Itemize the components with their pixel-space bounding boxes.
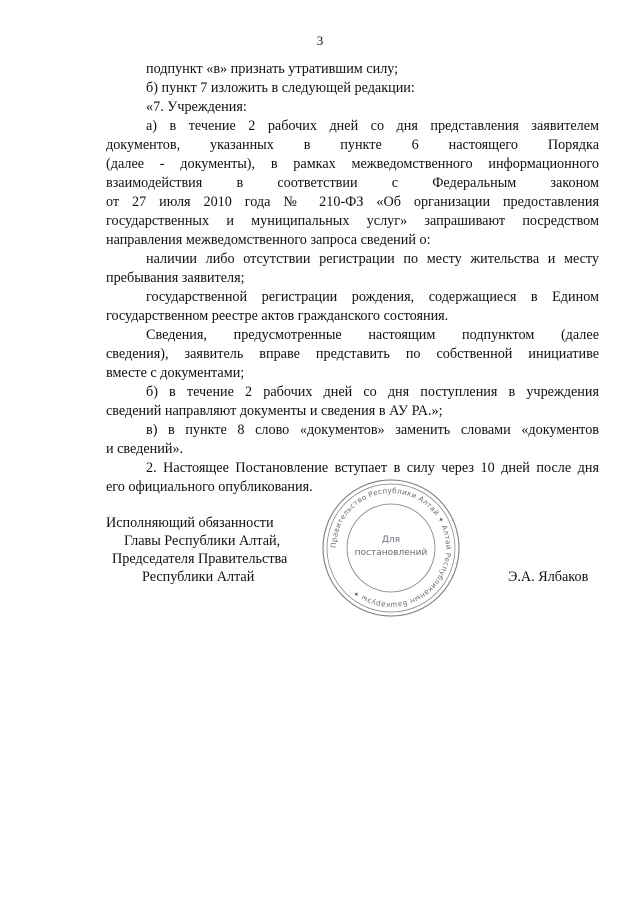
text-line: сведения), заявитель вправе представить по собственной инициативе xyxy=(106,346,599,362)
text-line: направления межведомственного запроса сведений о: xyxy=(106,232,431,248)
text-line: пребывания заявителя; xyxy=(106,270,245,286)
page-number: 3 xyxy=(316,33,324,48)
official-seal xyxy=(319,476,463,620)
text-line: взаимодействия в соответствии с Федеральным законом xyxy=(106,175,599,191)
text-line: от 27 июля 2010 года № 210-ФЗ «Об организации предоставления xyxy=(106,194,599,210)
text-line: государственном реестре актов гражданского состояния. xyxy=(106,308,449,324)
signature-title-line: Главы Республики Алтай, xyxy=(124,533,281,549)
text-line: «7. Учреждения: xyxy=(146,99,247,115)
text-line: Сведения, предусмотренные настоящим подпунктом (далее xyxy=(146,327,599,343)
seal-center-text: постановлений xyxy=(354,548,428,558)
text-line: сведений направляют документы и сведения в АУ РА.»; xyxy=(106,403,443,419)
signature-title-line: Председателя Правительства xyxy=(112,551,288,567)
text-line: государственной регистрации рождения, содержащиеся в Едином xyxy=(146,289,599,305)
text-line: в) в пункте 8 слово «документов» заменить словами «документов xyxy=(146,422,599,438)
text-line: подпункт «в» признать утратившим силу; xyxy=(146,61,399,77)
text-line: его официального опубликования. xyxy=(106,479,313,495)
signatory-name: Э.А. Ялбаков xyxy=(508,569,589,585)
text-line: 2. Настоящее Постановление вступает в силу через 10 дней после дня xyxy=(146,460,599,476)
text-line: государственных и муниципальных услуг» запрашивают посредством xyxy=(106,213,599,229)
text-line: (далее - документы), в рамках межведомственного информационного xyxy=(106,156,599,172)
signature-title-line: Республики Алтай xyxy=(142,569,255,585)
text-line: документов, указанных в пункте 6 настоящего Порядка xyxy=(106,137,599,153)
signature-title-line: Исполняющий обязанности xyxy=(106,515,274,531)
text-line: вместе с документами; xyxy=(106,365,245,381)
text-line: наличии либо отсутствии регистрации по месту жительства и месту xyxy=(146,251,599,267)
seal-center-text: Для xyxy=(381,535,401,545)
text-line: б) в течение 2 рабочих дней со дня поступления в учреждения xyxy=(146,384,599,400)
text-line: и сведений». xyxy=(106,441,184,457)
text-line: б) пункт 7 изложить в следующей редакции: xyxy=(146,80,415,96)
seal-ring-text: Правительство Республики Алтай ✦ Алтай Республиканын Башкарузы ✦ xyxy=(328,485,454,611)
text-line: а) в течение 2 рабочих дней со дня представления заявителем xyxy=(146,118,599,134)
